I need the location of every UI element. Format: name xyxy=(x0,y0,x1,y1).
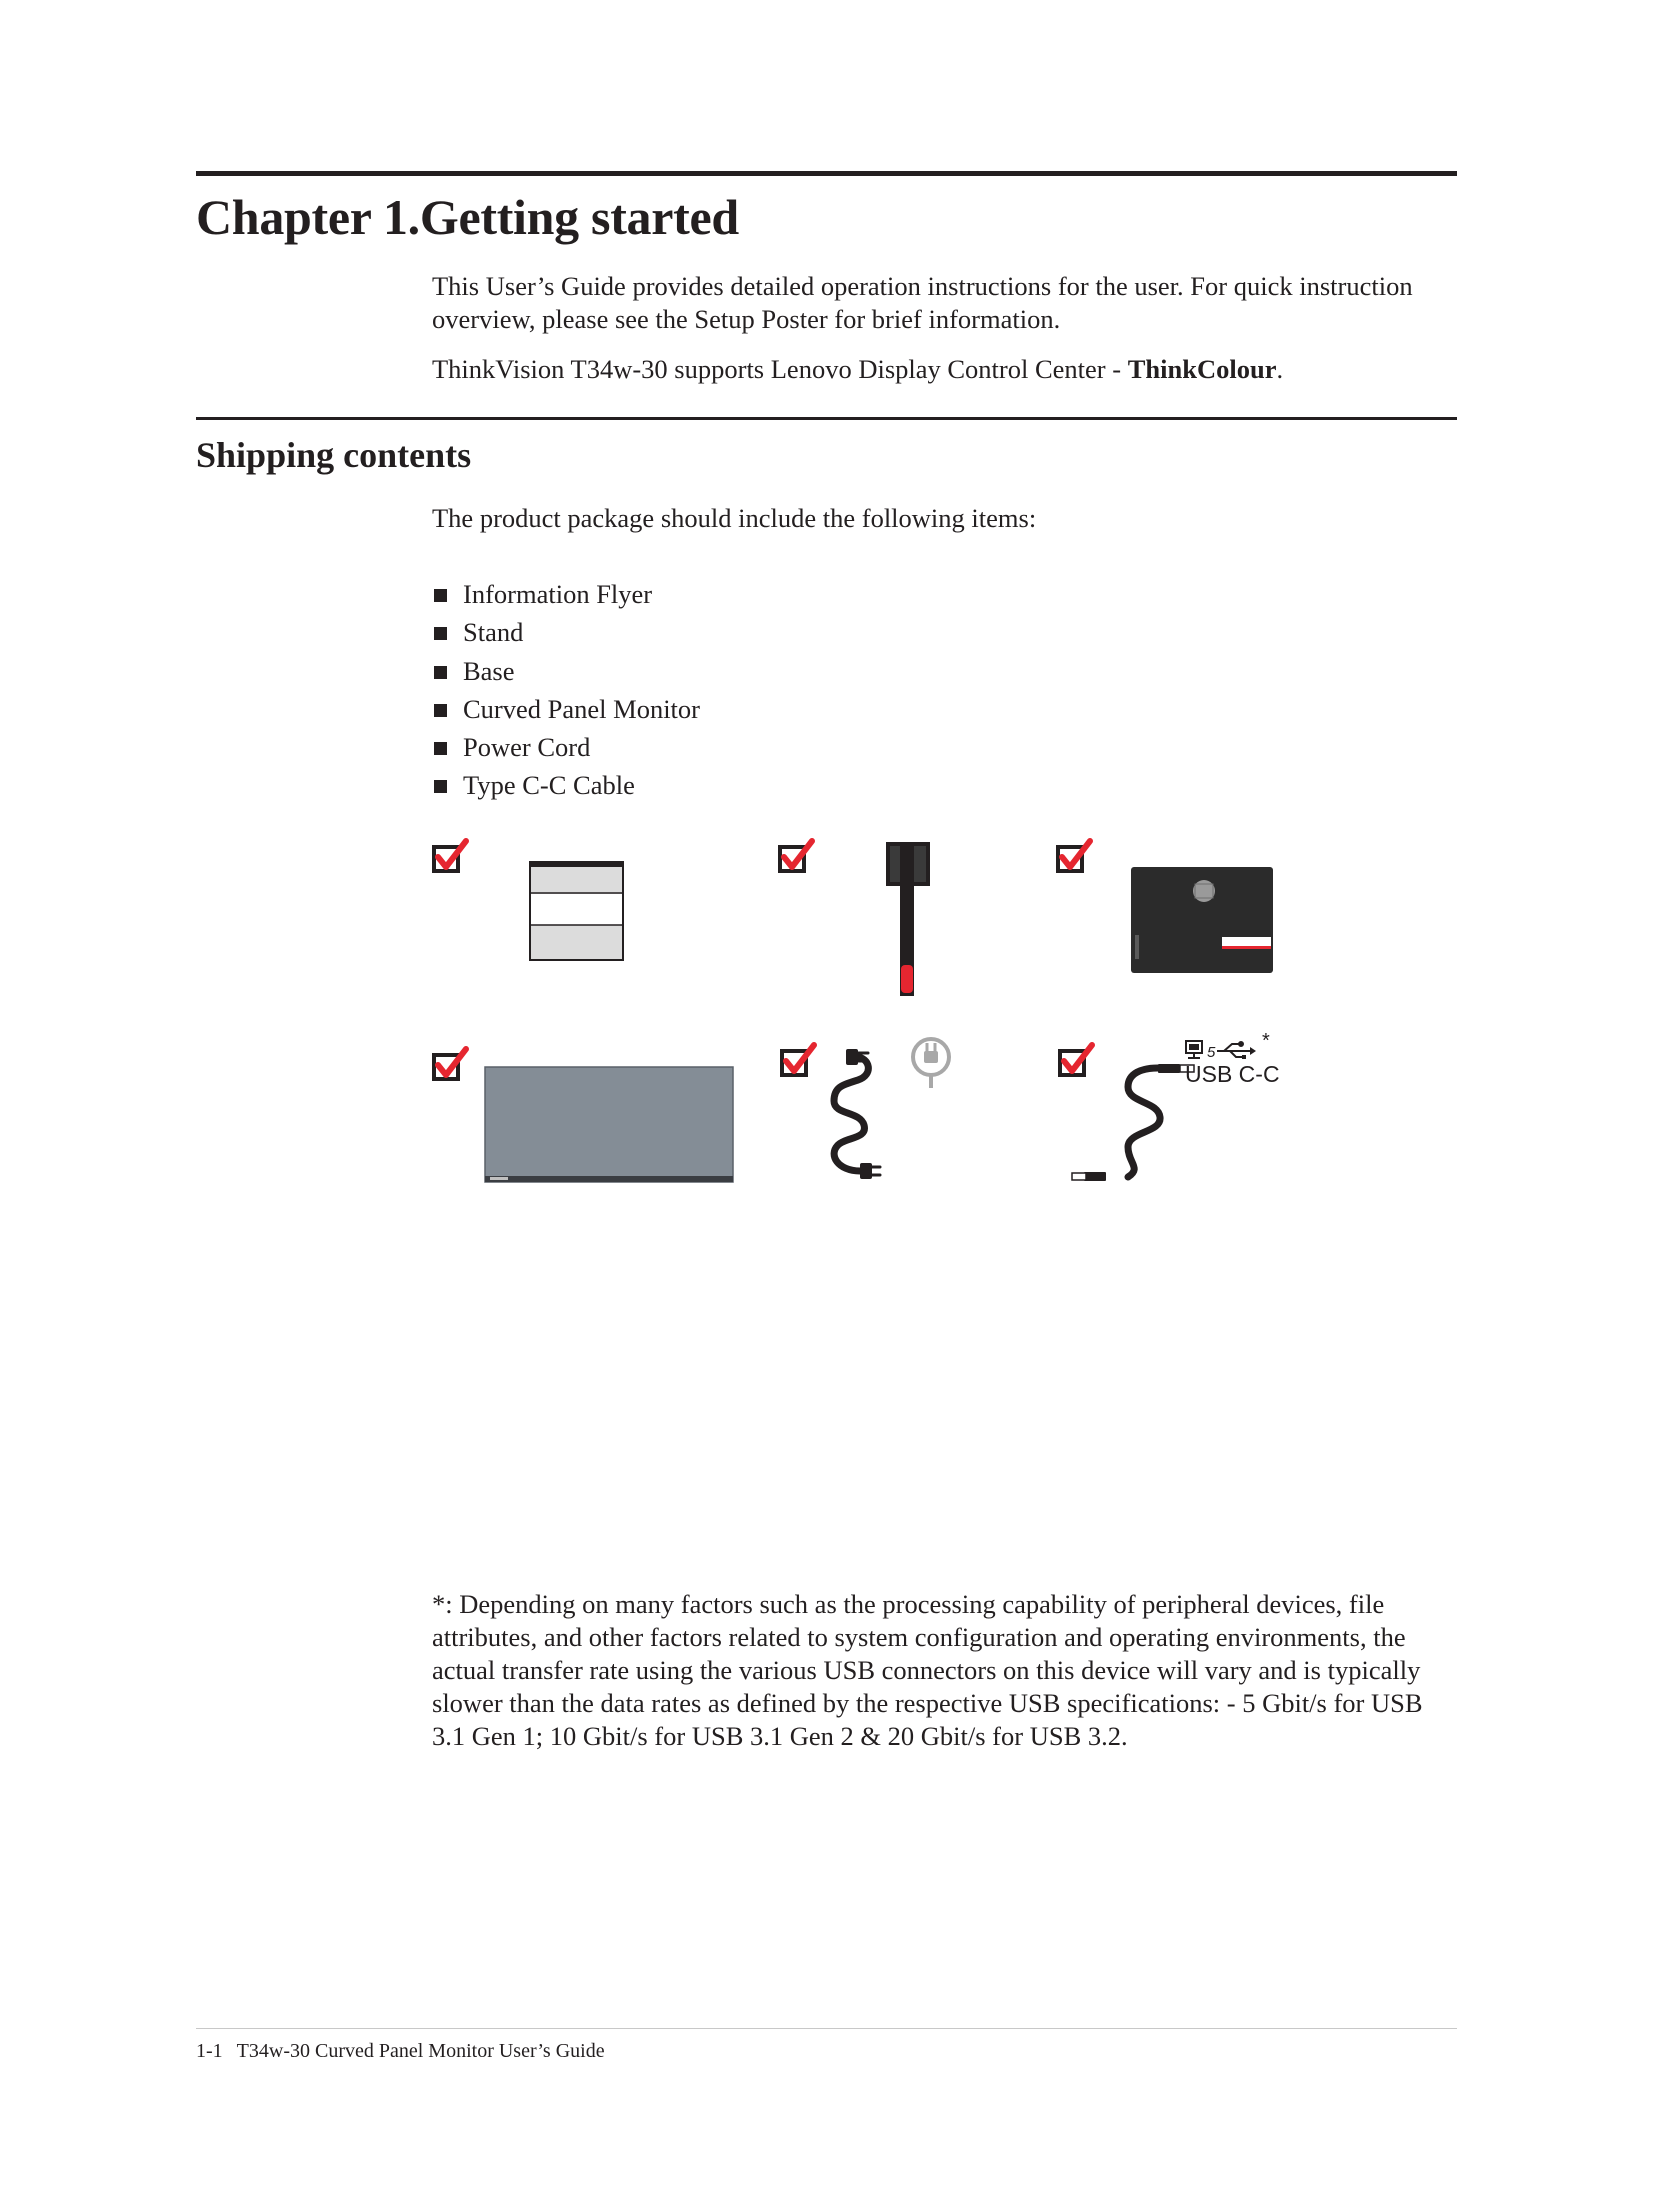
support-suffix: . xyxy=(1276,354,1284,384)
thinkcolour-brand: ThinkColour xyxy=(1127,354,1277,384)
page-footer xyxy=(196,2040,605,2063)
checkbox-icon xyxy=(434,841,466,871)
footer-rule xyxy=(196,2028,1457,2029)
usb-speed-digit: 5 xyxy=(1207,1044,1216,1061)
usb-symbol-icon xyxy=(1217,1042,1256,1059)
checkbox-icon xyxy=(782,1045,814,1075)
list-item: Stand xyxy=(432,613,700,651)
section-title-shipping: Shipping contents xyxy=(196,435,472,475)
chapter-title: Chapter 1.Getting started xyxy=(196,189,739,245)
power-cord-icon xyxy=(834,1049,880,1179)
checkbox-icon xyxy=(780,841,812,871)
monitor-panel-icon xyxy=(485,1067,733,1182)
information-flyer-icon xyxy=(530,862,623,960)
display-port-icon xyxy=(1186,1041,1202,1058)
section-rule xyxy=(196,417,1457,420)
list-item: Information Flyer xyxy=(432,575,700,613)
chapter-top-rule xyxy=(196,171,1457,176)
support-paragraph xyxy=(432,353,1462,386)
support-prefix: ThinkVision T34w-30 supports Lenovo Display Control Center - xyxy=(432,354,1128,384)
usb-asterisk: * xyxy=(1262,1030,1270,1052)
page-number: 1-1 xyxy=(196,2040,223,2062)
usb-cc-label: USB C-C xyxy=(1185,1061,1280,1087)
shipping-items-list xyxy=(432,575,700,805)
checkbox-icon xyxy=(1060,1045,1092,1075)
list-item: Base xyxy=(432,652,700,690)
list-item: Type C-C Cable xyxy=(432,766,700,804)
checkbox-icon xyxy=(434,1049,466,1079)
intro-paragraph: This User’s Guide provides detailed operation instructions for the user. For quick instruction overview, please see the Setup Poster for brief information. xyxy=(432,271,1413,334)
base-icon xyxy=(1131,867,1273,973)
footer-title: T34w-30 Curved Panel Monitor User’s Guide xyxy=(236,2040,605,2062)
checkbox-icon xyxy=(1058,841,1090,871)
stand-icon xyxy=(886,842,930,996)
usb-c-cable-icon xyxy=(1072,1064,1194,1181)
usb-footnote: *: Depending on many factors such as the processing capability of peripheral devices, file attributes, and other factors related to system configuration and operating environments, the actual transfer rate using the various USB connectors on this device will vary and is typically slower than the data rates as defined by the respective USB specifications: - 5 Gbit/s for USB 3.1 Gen 1; 10 Gbit/s for USB 3.1 Gen 2 & 20 Gbit/s for USB 3.2. xyxy=(432,1589,1423,1751)
list-item: Power Cord xyxy=(432,728,700,766)
shipping-contents-illustration xyxy=(420,825,1320,1205)
power-plug-icon xyxy=(913,1039,949,1088)
list-item: Curved Panel Monitor xyxy=(432,690,700,728)
shipping-intro: The product package should include the following items: xyxy=(432,503,1037,533)
